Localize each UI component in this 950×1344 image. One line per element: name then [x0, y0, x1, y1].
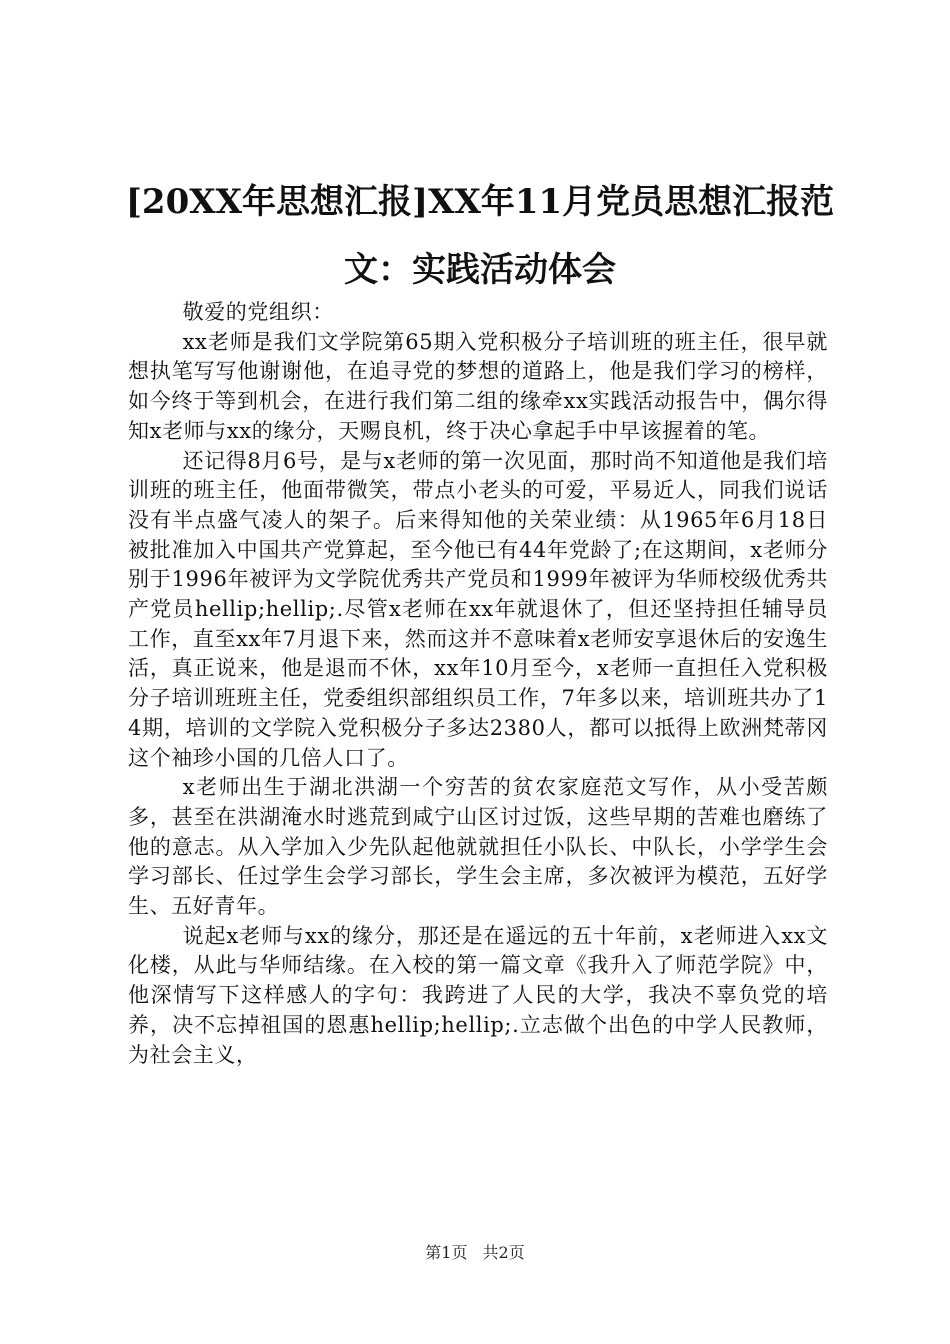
document-title: [20XX年思想汇报]XX年11月党员思想汇报范文：实践活动体会 — [125, 182, 835, 290]
body-paragraph: 说起x老师与xx的缘分，那还是在遥远的五十年前，x老师进入xx文化楼，从此与华师结缘。在入校的第一篇文章《我升入了师范学院》中，他深情写下这样感人的字句：我跨进了人民的大学，我决不辜负党的培养，决不忘掉祖国的恩惠hellip;hellip;.立志做个出色的中学人民教师，为社会主义， — [128, 923, 828, 1067]
body-paragraph: x老师出生于湖北洪湖一个穷苦的贫农家庭范文写作，从小受苦颇多，甚至在洪湖淹水时逃荒到咸宁山区讨过饭，这些早期的苦难也磨练了他的意志。从入学加入少先队起他就就担任小队长、中队长，小学学生会学习部长、任过学生会学习部长，学生会主席，多次被评为模范，五好学生、五好青年。 — [128, 775, 828, 919]
document-body — [128, 298, 828, 1070]
salutation-paragraph: 敬爱的党组织： — [182, 300, 334, 324]
page-number-current: 第1页 — [425, 1243, 468, 1262]
page-number-total: 共2页 — [482, 1243, 525, 1262]
page-footer — [0, 1241, 950, 1265]
body-paragraph: 还记得8月6号，是与x老师的第一次见面，那时尚不知道他是我们培训班的班主任，他面带微笑，带点小老头的可爱，平易近人，同我们说话没有半点盛气凌人的架子。后来得知他的关荣业绩：从1965年6月18日被批准加入中国共产党算起，至今他已有44年党龄了;在这期间，x老师分别于1996年被评为文学院优秀共产党员和1999年被评为华师校级优秀共产党员hellip;hellip;.尽管x老师在xx年就退休了，但还坚持担任辅导员工作，直至xx年7月退下来，然而这并不意味着x老师安享退休后的安逸生活，真正说来，他是退而不休，xx年10月至今，x老师一直担任入党积极分子培训班班主任，党委组织部组织员工作，7年多以来，培训班共办了14期，培训的文学院入党积极分子多达2380人，都可以抵得上欧洲梵蒂冈这个袖珍小国的几倍人口了。 — [128, 448, 828, 770]
body-paragraph: xx老师是我们文学院第65期入党积极分子培训班的班主任，很早就想执笔写写他谢谢他，在追寻党的梦想的道路上，他是我们学习的榜样，如今终于等到机会，在进行我们第二组的缘牵xx实践活动报告中，偶尔得知x老师与xx的缘分，天赐良机，终于决心拿起手中早该握着的笔。 — [128, 329, 828, 443]
